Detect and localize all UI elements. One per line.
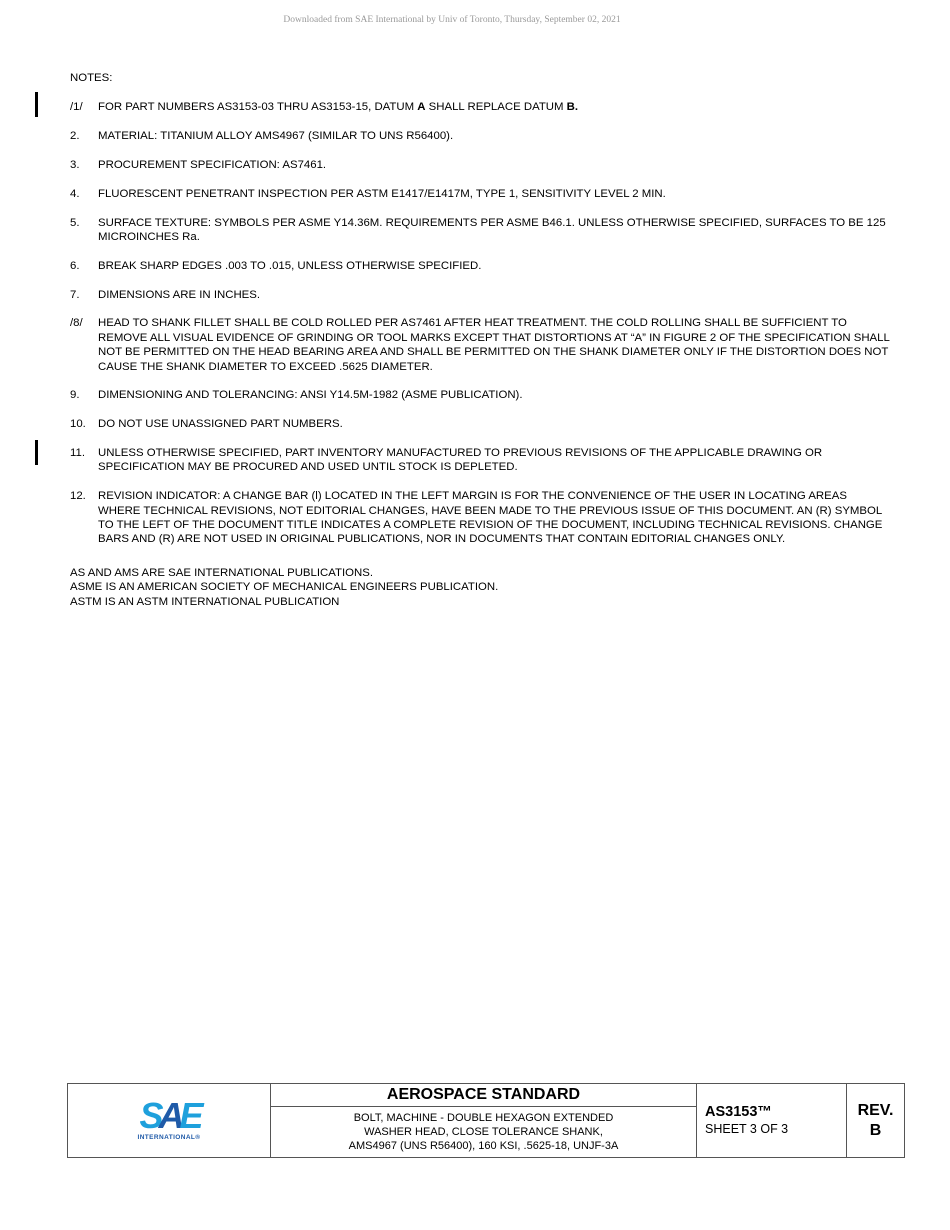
revision bbox=[847, 1084, 904, 1157]
revision-value: B bbox=[869, 1121, 882, 1139]
note-text: HEAD TO SHANK FILLET SHALL BE COLD ROLLED PER AS7461 AFTER HEAT TREATMENT. THE COLD ROLLING SHALL BE SUFFICIENT TO REMOVE ALL VISUAL EVIDENCE OF GRINDING OR TOOL MARKS EXCEPT THAT DISTORTIONS AT “A” IN FIGURE 2 OF THE SPECIFICATION SHALL NOT BE PERMITTED ON THE HEAD BEARING AREA AND SHALL BE PERMITTED ON THE SHANK DIAMETER ONLY IF THE DISTORTION DOES NOT CAUSE THE SHANK DIAMETER TO EXCEED .5625 DIAMETER. bbox=[98, 317, 890, 373]
note-text: FLUORESCENT PENETRANT INSPECTION PER ASTM E1417/E1417M, TYPE 1, SENSITIVITY LEVEL 2 MIN. bbox=[98, 187, 666, 200]
note-number: 7. bbox=[70, 288, 80, 301]
revision-label: REV. bbox=[857, 1101, 894, 1119]
note-item-12 bbox=[70, 489, 890, 547]
note-item-6 bbox=[70, 259, 890, 273]
note-number: 10. bbox=[70, 418, 86, 431]
title-block bbox=[67, 1083, 905, 1158]
note-number: 11. bbox=[70, 447, 85, 459]
publication-note: ASME IS AN AMERICAN SOCIETY OF MECHANICAL ENGINEERS PUBLICATION. bbox=[70, 581, 499, 594]
note-number: /8/ bbox=[70, 317, 83, 330]
download-banner: Downloaded from SAE International by Univ of Toronto, Thursday, September 02, 2021 bbox=[283, 15, 621, 25]
sae-logo-icon: S A E bbox=[139, 1094, 199, 1136]
note-text: REVISION INDICATOR: A CHANGE BAR (l) LOCATED IN THE LEFT MARGIN IS FOR THE CONVENIENCE OF THE USER IN LOCATING AREAS WHERE TECHNICAL REVISIONS, NOT EDITORIAL CHANGES, HAVE BEEN MADE TO THE PREVIOUS ISSUE OF THIS DOCUMENT. AN (R) SYMBOL TO THE LEFT OF THE DOCUMENT TITLE INDICATES A COMPLETE REVISION OF THE DOCUMENT, INCLUDING TECHNICAL REVISIONS. CHANGE BARS AND (R) ARE NOT USED IN ORIGINAL PUBLICATIONS, NOR IN DOCUMENTS THAT CONTAIN EDITORIAL CHANGES ONLY. bbox=[98, 490, 883, 546]
note-number: 6. bbox=[70, 259, 80, 272]
note-item-10 bbox=[70, 417, 890, 431]
sae-logo bbox=[68, 1084, 271, 1157]
note-number: /1/ bbox=[70, 101, 83, 114]
note-item-2 bbox=[70, 129, 890, 143]
note-item-7 bbox=[70, 288, 890, 302]
note-item-8 bbox=[70, 316, 890, 374]
standard-heading: AEROSPACE STANDARD bbox=[271, 1084, 696, 1107]
note-text: DIMENSIONING AND TOLERANCING: ANSI Y14.5M-1982 (ASME PUBLICATION). bbox=[98, 389, 523, 402]
note-number: 9. bbox=[70, 389, 80, 402]
part-description: BOLT, MACHINE - DOUBLE HEXAGON EXTENDED WASHER HEAD, CLOSE TOLERANCE SHANK, AMS4967 (UNS R56400), 160 KSI, .5625-18, UNJF-3A bbox=[348, 1112, 619, 1152]
note-number: 3. bbox=[70, 159, 80, 171]
change-bar bbox=[35, 440, 38, 465]
note-item-9 bbox=[70, 388, 890, 402]
publication-note: AS AND AMS ARE SAE INTERNATIONAL PUBLICATIONS. bbox=[70, 567, 373, 579]
note-text: DO NOT USE UNASSIGNED PART NUMBERS. bbox=[98, 418, 343, 431]
note-item-5 bbox=[70, 216, 890, 245]
note-item-11 bbox=[70, 446, 890, 475]
document-number: AS3153™ bbox=[705, 1104, 772, 1120]
notes-title: NOTES: bbox=[70, 72, 113, 84]
document-id bbox=[697, 1084, 847, 1157]
note-item-4 bbox=[70, 187, 890, 201]
note-text: DIMENSIONS ARE IN INCHES. bbox=[98, 288, 261, 301]
change-bar bbox=[35, 92, 38, 117]
publication-note: ASTM IS AN ASTM INTERNATIONAL PUBLICATION bbox=[70, 595, 340, 608]
sae-logo-subtitle: INTERNATIONAL® bbox=[137, 1133, 201, 1141]
note-number: 12. bbox=[70, 490, 86, 503]
note-number: 5. bbox=[70, 216, 80, 229]
publication-notes bbox=[70, 566, 498, 609]
note-item-3 bbox=[70, 158, 890, 172]
note-text: FOR PART NUMBERS AS3153-03 THRU AS3153-15, DATUM A SHALL REPLACE DATUM B. bbox=[98, 101, 579, 114]
note-item-1 bbox=[70, 100, 890, 114]
note-text: SURFACE TEXTURE: SYMBOLS PER ASME Y14.36M. REQUIREMENTS PER ASME B46.1. UNLESS OTHERWISE SPECIFIED, SURFACES TO BE 125 MICROINCHES Ra. bbox=[98, 216, 886, 243]
note-number: 4. bbox=[70, 187, 80, 200]
title-block-center bbox=[271, 1084, 697, 1157]
note-text: UNLESS OTHERWISE SPECIFIED, PART INVENTORY MANUFACTURED TO PREVIOUS REVISIONS OF THE APPLICABLE DRAWING OR SPECIFICATION MAY BE PROCURED AND USED UNTIL STOCK IS DEPLETED. bbox=[98, 447, 823, 474]
note-number: 2. bbox=[70, 130, 80, 143]
note-text: BREAK SHARP EDGES .003 TO .015, UNLESS OTHERWISE SPECIFIED. bbox=[98, 259, 482, 272]
notes-section bbox=[70, 71, 890, 561]
note-text: PROCUREMENT SPECIFICATION: AS7461. bbox=[98, 159, 327, 171]
note-text: MATERIAL: TITANIUM ALLOY AMS4967 (SIMILAR TO UNS R56400). bbox=[98, 130, 454, 143]
sheet-number: SHEET 3 OF 3 bbox=[705, 1122, 789, 1136]
